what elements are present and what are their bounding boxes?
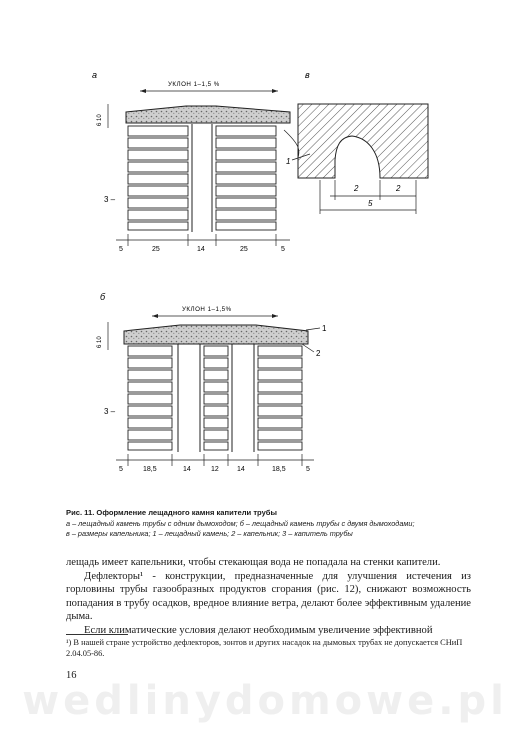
figure-caption	[66, 508, 486, 540]
arrowhead	[272, 314, 278, 318]
footnote: ¹) В нашей стране устройство дефлекторов, зонтов и других насадок на дымовых трубах не допускается СНиП 2.04.05-86.	[66, 638, 463, 658]
dim-a-3: 25	[240, 246, 248, 253]
cap-stone-b	[124, 325, 308, 344]
height-dim-b: 6 10	[97, 336, 103, 348]
footnote-rule	[66, 634, 128, 635]
callout-3-a: 3 –	[104, 195, 116, 204]
paragraph: Дефлекторы¹ - конструкции, предназначенные для улучшения истечения из горловины трубы газообразных продуктов сгорания (рис. 12), снижают возможность попадания в трубу осадков, вредное влияние ветра, делают более эффективным удаление дыма.	[66, 570, 471, 623]
brick-column-1-b	[128, 346, 172, 450]
label-b: б	[100, 292, 106, 302]
dim-a-0: 5	[119, 246, 123, 253]
brick-column-right-a	[216, 126, 276, 230]
dim-b-2: 14	[183, 466, 191, 473]
dim-b-3: 12	[211, 466, 219, 473]
dim-a-1: 25	[152, 246, 160, 253]
body-text	[66, 556, 471, 638]
callout-1-v: 1	[286, 157, 291, 166]
paragraph: Если климатические условия делают необходимым увеличение эффективной	[84, 624, 433, 636]
dim-b-6: 5	[306, 466, 310, 473]
slope-label-a: УКЛОН 1–1,5 %	[168, 81, 220, 88]
arrowhead	[272, 89, 278, 93]
caption-line-2: в – размеры капельника; 1 – лещадный камень; 2 – капельник; 3 – капитель трубы	[66, 529, 353, 538]
watermark: wedlinydomowe.pl	[22, 678, 508, 724]
dim-b-1: 18,5	[143, 466, 157, 473]
drawing-a	[92, 70, 299, 253]
dim-a-2: 14	[197, 246, 205, 253]
drip-detail-section	[298, 104, 428, 178]
brick-column-3-b	[258, 346, 302, 450]
label-a: а	[92, 70, 98, 80]
brick-column-left-a	[128, 126, 188, 230]
cap-stone-a	[126, 106, 290, 123]
paragraph: лещадь имеет капельники, чтобы стекающая вода не попадала на стенки капители.	[66, 557, 441, 568]
dim-v-0: 2	[354, 184, 359, 193]
detail-leader	[284, 130, 299, 158]
dim-a-4: 5	[281, 246, 285, 253]
dim-v-1: 2	[396, 184, 401, 193]
brick-column-2-b	[204, 346, 228, 450]
label-v: в	[305, 70, 310, 80]
page-number: 16	[66, 670, 77, 681]
drawing-v	[286, 70, 428, 214]
dim-b-0: 5	[119, 466, 123, 473]
flue-walls-b	[178, 344, 254, 452]
dim-v-2: 5	[368, 199, 373, 208]
height-dim-a: 6 10	[97, 114, 103, 126]
caption-title: Рис. 11. Оформление лещадного камня капители трубы	[66, 508, 277, 517]
slope-label-b: УКЛОН 1–1,5%	[182, 306, 232, 313]
caption-line-1: а – лещадный камень трубы с одним дымоходом; б – лещадный камень трубы с двумя дымоходами;	[66, 518, 415, 528]
callout-2-b: 2	[316, 349, 321, 358]
leader-1-b	[306, 328, 320, 330]
dim-b-5: 18,5	[272, 466, 286, 473]
dim-b-4: 14	[237, 466, 245, 473]
callout-1-b: 1	[322, 324, 327, 333]
leader-2-b	[302, 344, 314, 352]
arrowhead	[140, 89, 146, 93]
callout-3-b: 3 –	[104, 407, 116, 416]
dim-ticks-v	[320, 180, 416, 214]
drawing-b	[97, 292, 327, 473]
arrowhead	[152, 314, 158, 318]
